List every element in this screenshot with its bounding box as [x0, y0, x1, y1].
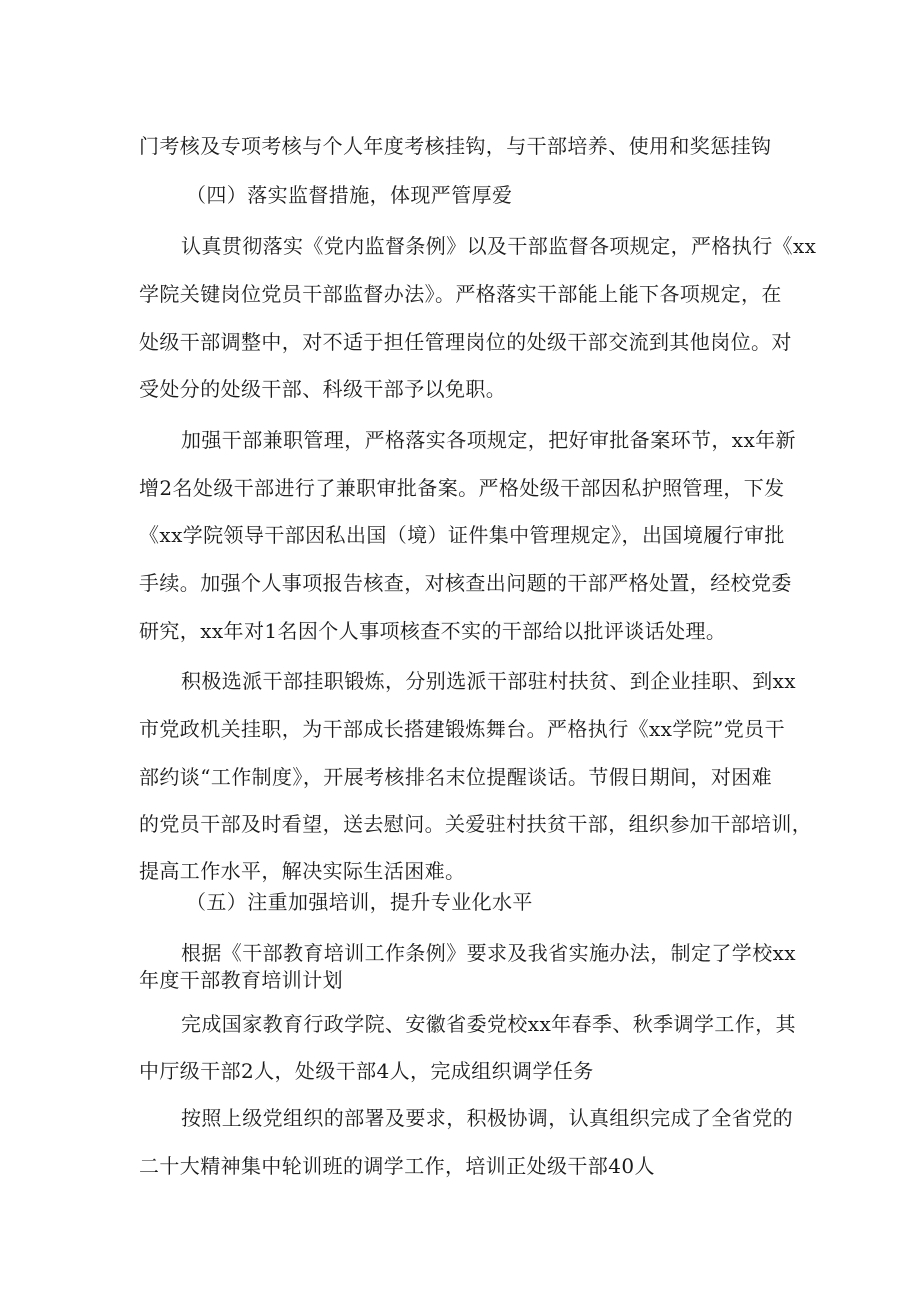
section-heading: （四）落实监督措施，体现严管厚爱 [186, 183, 513, 207]
text-line: 中厅级干部2人，处级干部4人，完成组织调学任务 [139, 1059, 594, 1083]
text-line: 受处分的处级干部、科级干部予以免职。 [139, 377, 507, 401]
text-line: 市党政机关挂职，为干部成长搭建锻炼舞台。严格执行《xx学院”党员干 [139, 717, 785, 741]
section-heading: （五）注重加强培训，提升专业化水平 [186, 890, 533, 914]
text-line: 部约谈“工作制度》，开展考核排名末位提醒谈话。节假日期间，对困难 [139, 765, 773, 789]
text-line: 处级干部调整中，对不适于担任管理岗位的处级干部交流到其他岗位。对 [139, 330, 792, 354]
text-line: 《xx学院领导干部因私出国（境）证件集中管理规定》，出国境履行审批 [139, 523, 785, 547]
text-line: 年度干部教育培训计划 [139, 968, 343, 992]
text-line: 加强干部兼职管理，严格落实各项规定，把好审批备案环节，xx年新 [181, 428, 796, 452]
text-line: 研究，xx年对1名因个人事项核查不实的干部给以批评谈话处理。 [139, 619, 727, 643]
text-line: 学院关键岗位党员干部监督办法》。严格落实干部能上能下各项规定，在 [139, 282, 782, 306]
text-line: 手续。加强个人事项报告核查，对核查出问题的干部严格处置，经校党委 [139, 571, 792, 595]
text-line: 的党员干部及时看望，送去慰问。关爱驻村扶贫干部，组织参加干部培训， [139, 812, 813, 836]
text-line: 根据《干部教育培训工作条例》要求及我省实施办法，制定了学校xx [181, 941, 796, 965]
text-line: 按照上级党组织的部署及要求，积极协调，认真组织完成了全省党的 [181, 1106, 793, 1130]
text-line: 完成国家教育行政学院、安徽省委党校xx年春季、秋季调学工作，其 [181, 1012, 796, 1036]
text-line: 二十大精神集中轮训班的调学工作，培训正处级干部40人 [139, 1154, 655, 1178]
text-line: 门考核及专项考核与个人年度考核挂钩，与干部培养、使用和奖惩挂钩 [139, 134, 772, 158]
text-line: 认真贯彻落实《党内监督条例》以及干部监督各项规定，严格执行《xx [181, 234, 817, 258]
text-line: 增2名处级干部进行了兼职审批备案。严格处级干部因私护照管理，下发 [139, 476, 785, 500]
text-line: 积极选派干部挂职锻炼，分别选派干部驻村扶贫、到企业挂职、到xx [181, 669, 796, 693]
text-line: 提高工作水平，解决实际生活困难。 [139, 859, 466, 883]
